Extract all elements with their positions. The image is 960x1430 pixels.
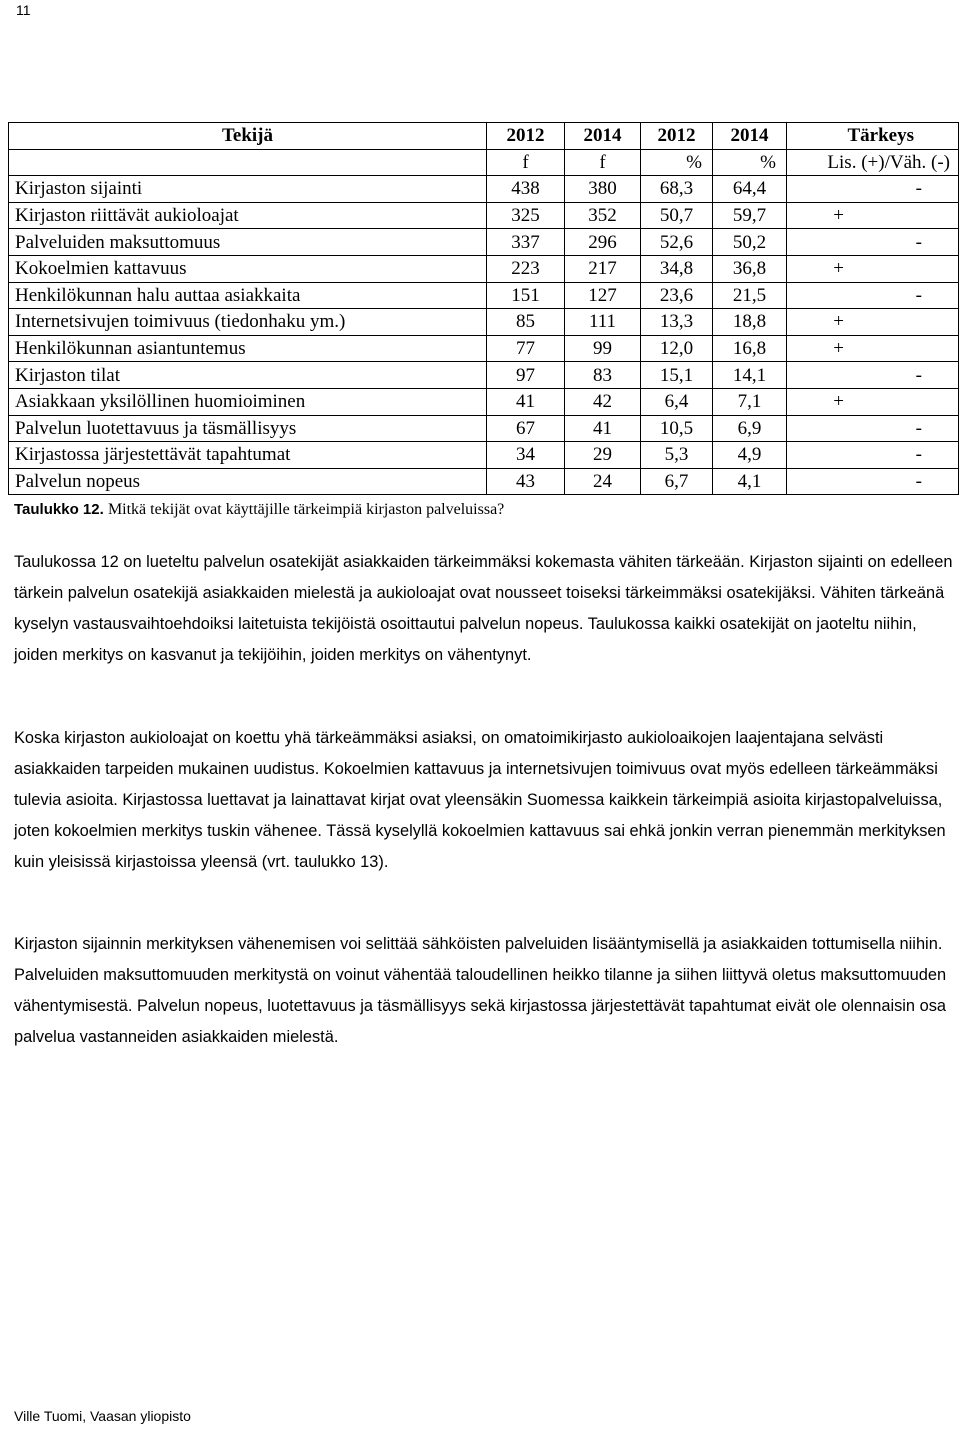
f-2014-cell: 296	[565, 229, 641, 256]
f-2012-cell: 97	[487, 362, 565, 389]
table-row	[9, 362, 959, 389]
f-2014-cell: 111	[565, 309, 641, 336]
f-2012-cell: 67	[487, 415, 565, 442]
header-2012-pct: 2012	[641, 123, 713, 150]
table-row	[9, 415, 959, 442]
f-2012-cell: 85	[487, 309, 565, 336]
f-2012-cell: 223	[487, 255, 565, 282]
f-2014-cell: 99	[565, 335, 641, 362]
table-row	[9, 255, 959, 282]
pct-2012-cell: 5,3	[641, 442, 713, 469]
page-footer: Ville Tuomi, Vaasan yliopisto	[14, 1408, 191, 1424]
subheader-empty	[9, 149, 487, 176]
header-2014-f: 2014	[565, 123, 641, 150]
f-2012-cell: 337	[487, 229, 565, 256]
table-row	[9, 176, 959, 203]
pct-2012-cell: 50,7	[641, 202, 713, 229]
f-2014-cell: 41	[565, 415, 641, 442]
pct-2012-cell: 13,3	[641, 309, 713, 336]
pct-2014-cell: 16,8	[713, 335, 787, 362]
factor-cell: Kirjaston tilat	[9, 362, 487, 389]
f-2012-cell: 77	[487, 335, 565, 362]
table-subheader-row	[9, 149, 959, 176]
f-2012-cell: 41	[487, 388, 565, 415]
factor-cell: Henkilökunnan halu auttaa asiakkaita	[9, 282, 487, 309]
table-row	[9, 282, 959, 309]
table-row	[9, 202, 959, 229]
page-number: 11	[16, 2, 31, 18]
header-2014-pct: 2014	[713, 123, 787, 150]
f-2014-cell: 127	[565, 282, 641, 309]
table-row	[9, 468, 959, 495]
pct-2014-cell: 21,5	[713, 282, 787, 309]
f-2014-cell: 42	[565, 388, 641, 415]
factor-cell: Palvelun luotettavuus ja täsmällisyys	[9, 415, 487, 442]
subheader-2012-f: f	[487, 149, 565, 176]
pct-2014-cell: 7,1	[713, 388, 787, 415]
table-row	[9, 442, 959, 469]
importance-change-cell: -	[787, 282, 959, 309]
table-caption	[14, 501, 504, 519]
importance-change-cell: +	[787, 202, 959, 229]
subheader-2014-pct: %	[713, 149, 787, 176]
paragraph-2: Koska kirjaston aukioloajat on koettu yhä tärkeämmäksi asiaksi, on omatoimikirjasto aukioloaikojen laajentajana selvästi asiakkaiden tarpeiden mukainen uudistus. Kokoelmien kattavuus ja internetsivujen toimivuus ovat myös edelleen tärkeämmäksi tulevia asioita. Kirjastossa luettavat ja lainattavat kirjat ovat yleensäkin Suomessa kaikkein tärkeimpiä asioita kirjastopalveluissa, joten kokoelmien merkitys tuskin vähenee. Tässä kyselyllä kokoelmien kattavuus sai ehkä jonkin verran pienemmän merkityksen kuin yleisissä kirjastoissa yleensä (vrt. taulukko 13).	[14, 729, 946, 871]
factor-cell: Palveluiden maksuttomuus	[9, 229, 487, 256]
pct-2012-cell: 10,5	[641, 415, 713, 442]
importance-change-cell: -	[787, 362, 959, 389]
pct-2014-cell: 64,4	[713, 176, 787, 203]
factor-cell: Kirjaston riittävät aukioloajat	[9, 202, 487, 229]
pct-2014-cell: 50,2	[713, 229, 787, 256]
importance-change-cell: -	[787, 176, 959, 203]
f-2014-cell: 217	[565, 255, 641, 282]
f-2014-cell: 380	[565, 176, 641, 203]
pct-2014-cell: 6,9	[713, 415, 787, 442]
pct-2012-cell: 23,6	[641, 282, 713, 309]
f-2014-cell: 352	[565, 202, 641, 229]
pct-2014-cell: 18,8	[713, 309, 787, 336]
subheader-2012-pct: %	[641, 149, 713, 176]
factor-cell: Kirjastossa järjestettävät tapahtumat	[9, 442, 487, 469]
table-row	[9, 335, 959, 362]
f-2012-cell: 34	[487, 442, 565, 469]
factor-cell: Asiakkaan yksilöllinen huomioiminen	[9, 388, 487, 415]
factor-cell: Henkilökunnan asiantuntemus	[9, 335, 487, 362]
factor-cell: Kirjaston sijainti	[9, 176, 487, 203]
importance-change-cell: +	[787, 388, 959, 415]
factors-table	[8, 122, 959, 495]
table-row	[9, 309, 959, 336]
pct-2012-cell: 12,0	[641, 335, 713, 362]
caption-text: Mitkä tekijät ovat käyttäjille tärkeimpiä kirjaston palveluissa?	[107, 501, 505, 518]
f-2012-cell: 151	[487, 282, 565, 309]
importance-change-cell: +	[787, 335, 959, 362]
table-row	[9, 229, 959, 256]
factor-cell: Kokoelmien kattavuus	[9, 255, 487, 282]
importance-change-cell: -	[787, 229, 959, 256]
pct-2012-cell: 34,8	[641, 255, 713, 282]
pct-2014-cell: 4,1	[713, 468, 787, 495]
f-2012-cell: 325	[487, 202, 565, 229]
f-2012-cell: 438	[487, 176, 565, 203]
paragraph-3: Kirjaston sijainnin merkityksen vähenemisen voi selittää sähköisten palveluiden lisääntymisellä ja asiakkaiden tottumisella niihin. Palveluiden maksuttomuuden merkitystä on voinut vähentää taloudellinen heikko tilanne ja siihen liittyvä oletus maksuttomuuden vähentymisestä. Palvelun nopeus, luotettavuus ja täsmällisyys sekä kirjastossa järjestettävät tapahtumat eivät ole olennaisin osa palvelua vastanneiden asiakkaiden mielestä.	[14, 935, 947, 1046]
pct-2012-cell: 15,1	[641, 362, 713, 389]
importance-change-cell: +	[787, 255, 959, 282]
header-factor: Tekijä	[9, 123, 487, 150]
f-2014-cell: 83	[565, 362, 641, 389]
pct-2014-cell: 14,1	[713, 362, 787, 389]
pct-2014-cell: 59,7	[713, 202, 787, 229]
table-row	[9, 388, 959, 415]
subheader-importance: Lis. (+)/Väh. (-)	[787, 149, 959, 176]
f-2014-cell: 29	[565, 442, 641, 469]
factor-cell: Internetsivujen toimivuus (tiedonhaku ym.)	[9, 309, 487, 336]
f-2012-cell: 43	[487, 468, 565, 495]
pct-2012-cell: 6,7	[641, 468, 713, 495]
header-importance: Tärkeys	[787, 123, 959, 150]
factor-cell: Palvelun nopeus	[9, 468, 487, 495]
table-header-row	[9, 123, 959, 150]
pct-2012-cell: 6,4	[641, 388, 713, 415]
header-2012-f: 2012	[487, 123, 565, 150]
caption-label: Taulukko 12.	[14, 501, 104, 518]
importance-change-cell: -	[787, 415, 959, 442]
paragraph-1: Taulukossa 12 on lueteltu palvelun osatekijät asiakkaiden tärkeimmäksi kokemasta vähiten tärkeään. Kirjaston sijainti on edelleen tärkein palvelun osatekijä asiakkaiden mielestä ja aukioloajat ovat nousseet toiseksi tärkeimmäksi osatekijäksi. Vähiten tärkeänä kyselyn vastausvaihtoehdoiksi laitetuista tekijöistä osoittautui palvelun nopeus. Taulukossa kaikki osatekijät on jaoteltu niihin, joiden merkitys on kasvanut ja tekijöihin, joiden merkitys on vähentynyt.	[14, 553, 953, 664]
importance-change-cell: -	[787, 442, 959, 469]
pct-2014-cell: 4,9	[713, 442, 787, 469]
subheader-2014-f: f	[565, 149, 641, 176]
pct-2014-cell: 36,8	[713, 255, 787, 282]
pct-2012-cell: 68,3	[641, 176, 713, 203]
importance-change-cell: -	[787, 468, 959, 495]
f-2014-cell: 24	[565, 468, 641, 495]
importance-change-cell: +	[787, 309, 959, 336]
pct-2012-cell: 52,6	[641, 229, 713, 256]
